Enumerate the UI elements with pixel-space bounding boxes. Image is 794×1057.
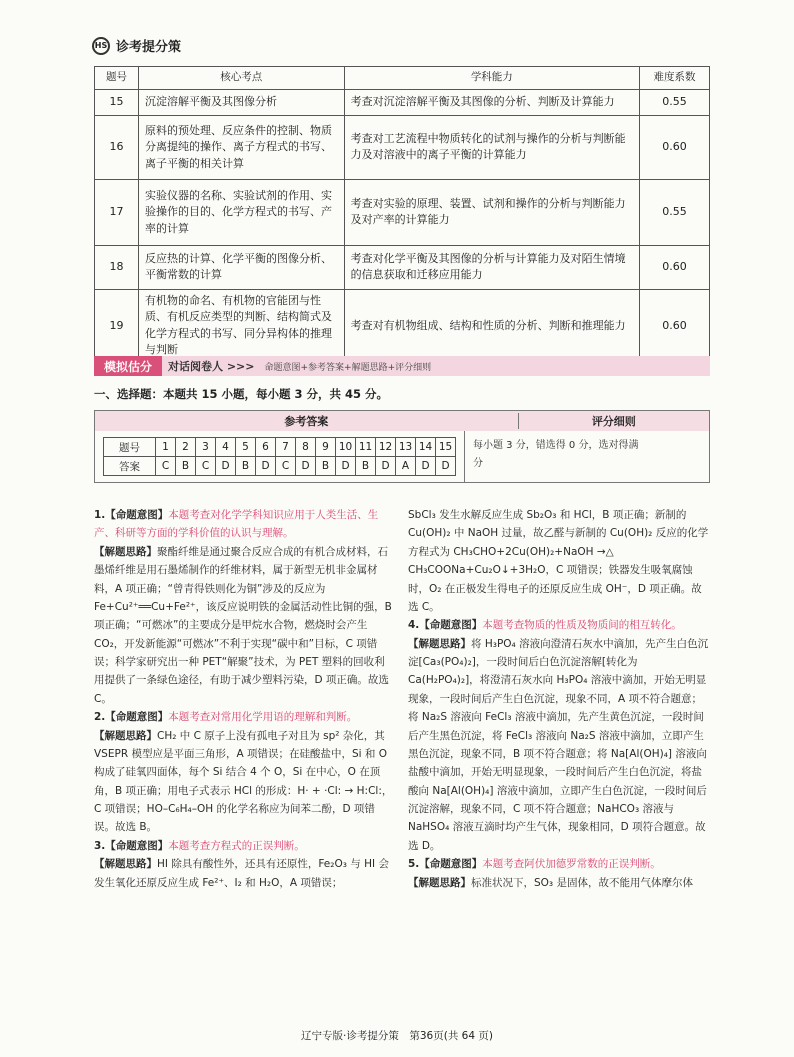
answer-key-box bbox=[94, 410, 710, 483]
explanation-paragraph bbox=[94, 543, 394, 708]
section-banner bbox=[94, 356, 710, 376]
explanation-paragraph bbox=[94, 727, 394, 837]
intent-text: 本题考查对常用化学用语的理解和判断。 bbox=[168, 711, 358, 724]
answer-key: B bbox=[316, 457, 336, 476]
answer-grid bbox=[103, 437, 456, 476]
row-label-no: 题号 bbox=[104, 438, 156, 457]
question-number: 10 bbox=[336, 438, 356, 457]
intent-label: 【命题意图】 bbox=[419, 858, 483, 871]
intent-label: 【命题意图】 bbox=[419, 619, 483, 632]
explanation-paragraph bbox=[94, 708, 394, 726]
answer-key: B bbox=[356, 457, 376, 476]
section-heading: 一、选择题：本题共 15 小题，每小题 3 分，共 45 分。 bbox=[94, 387, 389, 401]
banner-subtitle: 命题意图+参考答案+解题思路+评分细则 bbox=[261, 356, 711, 376]
question-number: 6 bbox=[256, 438, 276, 457]
left-column bbox=[94, 506, 394, 892]
brand-logo-icon: HS bbox=[92, 37, 110, 55]
question-number: 7 bbox=[276, 438, 296, 457]
solution-label: 【解题思路】 bbox=[94, 858, 157, 871]
table-header-no: 题号 bbox=[95, 67, 139, 90]
answer-key: B bbox=[176, 457, 196, 476]
question-number: 4 bbox=[216, 438, 236, 457]
explanation-paragraph bbox=[408, 635, 710, 856]
row-ability: 考查对化学平衡及其图像的分析与计算能力及对陌生情境的信息获取和迁移应用能力 bbox=[344, 245, 639, 289]
question-number: 5. bbox=[408, 858, 420, 871]
answer-key: A bbox=[396, 457, 416, 476]
solution-label: 【解题思路】 bbox=[408, 637, 471, 650]
row-difficulty: 0.55 bbox=[640, 89, 710, 115]
answer-key: C bbox=[196, 457, 216, 476]
explanation-paragraph bbox=[94, 837, 394, 855]
intent-label: 【命题意图】 bbox=[105, 711, 169, 724]
solution-text: SbCl₃ 发生水解反应生成 Sb₂O₃ 和 HCl，B 项正确；新制的 Cu(OH)₂ 中 NaOH 过量，故乙醛与新制的 Cu(OH)₂ 反应的化学方程式为 CH₃CHO+2Cu(OH)₂+NaOH →△ CH₃COONa+Cu₂O↓+3H₂O，C 项错误；铁器发生吸氧腐蚀时，O₂ 在正极发生得电子的还原反应生成 OH⁻，D 项正确。故选 C。 bbox=[408, 509, 709, 613]
answer-key: D bbox=[296, 457, 316, 476]
intent-label: 【命题意图】 bbox=[105, 839, 169, 852]
solution-text: 聚酯纤维是通过聚合反应合成的有机合成材料，石墨烯纤维是用石墨烯制作的纤维材料，属于新型无机非金属材料，A 项正确；“曾青得铁则化为铜”涉及的反应为 Fe+Cu²⁺══Cu+Fe²⁺，该反应说明铁的金属活动性比铜的强，B 项正确；“可燃冰”的主要成分是甲烷水合物，燃烧时会产生 CO₂，开发新能源“可燃冰”不利于实现“碳中和”目标，C 项错误；科学家研究出一种 PET“解聚”技术，为 PET 塑料的回收利用提供了一条绿色途径，有助于减少塑料污染，D 项正确。故选 C。 bbox=[94, 545, 392, 705]
row-ability: 考查对有机物组成、结构和性质的分析、判断和推理能力 bbox=[344, 289, 639, 362]
explanation-paragraph bbox=[408, 506, 710, 616]
table-header-ability: 学科能力 bbox=[344, 67, 639, 90]
row-point: 实验仪器的名称、实验试剂的作用、实验操作的目的、化学方程式的书写、产率的计算 bbox=[138, 179, 344, 245]
question-number: 11 bbox=[356, 438, 376, 457]
row-point: 有机物的命名、有机物的官能团与性质、有机反应类型的判断、结构简式及化学方程式的书写、同分异构体的推理与判断 bbox=[138, 289, 344, 362]
answer-key: D bbox=[416, 457, 436, 476]
solution-label: 【解题思路】 bbox=[94, 545, 157, 558]
question-number: 1. bbox=[94, 509, 106, 521]
row-ability: 考查对沉淀溶解平衡及其图像的分析、判断及计算能力 bbox=[344, 89, 639, 115]
question-number: 8 bbox=[296, 438, 316, 457]
answer-key-header bbox=[95, 411, 709, 431]
explanation-paragraph bbox=[408, 616, 710, 634]
solution-text: 标准状况下，SO₃ 是固体，故不能用气体摩尔体 bbox=[471, 876, 693, 889]
intent-text: 本题考查阿伏加德罗常数的正误判断。 bbox=[482, 858, 661, 871]
row-no: 19 bbox=[95, 289, 139, 362]
question-number: 3. bbox=[94, 839, 106, 852]
row-point: 原料的预处理、反应条件的控制、物质分离提纯的操作、离子方程式的书写、离子平衡的相关计算 bbox=[138, 115, 344, 179]
page-footer: 辽宁专版·诊考提分策 第36页(共 64 页) bbox=[301, 1030, 493, 1042]
table-row bbox=[95, 289, 710, 362]
question-number: 15 bbox=[436, 438, 456, 457]
answer-key: D bbox=[436, 457, 456, 476]
intent-text: 本题考查对化学学科知识应用于人类生活、生产、科研等方面的学科价值的认识与理解。 bbox=[94, 509, 379, 540]
answer-key: D bbox=[376, 457, 396, 476]
question-number: 1 bbox=[156, 438, 176, 457]
question-number: 9 bbox=[316, 438, 336, 457]
row-no: 17 bbox=[95, 179, 139, 245]
row-ability: 考查对实验的原理、装置、试剂和操作的分析与判断能力及对产率的计算能力 bbox=[344, 179, 639, 245]
row-no: 18 bbox=[95, 245, 139, 289]
table-header-difficulty: 难度系数 bbox=[640, 67, 710, 90]
row-point: 沉淀溶解平衡及其图像分析 bbox=[138, 89, 344, 115]
banner-label: 模拟估分 bbox=[94, 356, 162, 376]
intent-text: 本题考查物质的性质及物质间的相互转化。 bbox=[482, 619, 682, 632]
exam-analysis-table bbox=[94, 66, 710, 363]
banner-title: 对话阅卷人 >>> bbox=[162, 356, 260, 376]
answer-key: C bbox=[276, 457, 296, 476]
solution-text: 将 H₃PO₄ 溶液向澄清石灰水中滴加，先产生白色沉淀[Ca₃(PO₄)₂]，一段时间后白色沉淀溶解[转化为 Ca(H₂PO₄)₂]，将澄清石灰水向 H₃PO₄ 溶液中滴加，开始无明显现象，一段时间后产生白色沉淀，现象不同，A 项不符合题意；将 Na₂S 溶液向 FeCl₃ 溶液中滴加，先产生黄色沉淀，一段时间后产生黑色沉淀，将 FeCl₃ 溶液向 Na₂S 溶液中滴加，立即产生黑色沉淀，现象不同，B 项不符合题意；将 Na[Al(OH)₄] 溶液向盐酸中滴加，开始无明显现象，一段时间后产生白色沉淀，将盐酸向 Na[Al(OH)₄] 溶液中滴加，立即产生白色沉淀，一段时间后沉淀溶解，现象不同，C 项不符合题意；NaHCO₃ 溶液与 NaHSO₄ 溶液互滴时均产生气体，现象相同，D 项符合题意。故选 D。 bbox=[408, 637, 709, 852]
answer-key-title: 参考答案 bbox=[284, 415, 329, 428]
right-column bbox=[408, 506, 710, 892]
row-difficulty: 0.60 bbox=[640, 245, 710, 289]
answer-key: D bbox=[216, 457, 236, 476]
question-number: 12 bbox=[376, 438, 396, 457]
question-number: 5 bbox=[236, 438, 256, 457]
table-row bbox=[95, 89, 710, 115]
row-no: 16 bbox=[95, 115, 139, 179]
row-difficulty: 0.60 bbox=[640, 115, 710, 179]
explanation-paragraph bbox=[94, 506, 394, 543]
intent-text: 本题考查方程式的正误判断。 bbox=[168, 839, 305, 852]
question-number: 14 bbox=[416, 438, 436, 457]
intent-label: 【命题意图】 bbox=[105, 509, 169, 521]
explanation-paragraph bbox=[408, 874, 710, 892]
table-row bbox=[95, 245, 710, 289]
solution-label: 【解题思路】 bbox=[94, 729, 157, 742]
answer-key: B bbox=[236, 457, 256, 476]
scoring-rule: 每小题 3 分，错选得 0 分，选对得满分 bbox=[464, 431, 656, 482]
answer-key: C bbox=[156, 457, 176, 476]
row-label-answer: 答案 bbox=[104, 457, 156, 476]
scoring-title: 评分细则 bbox=[518, 413, 709, 429]
question-number: 13 bbox=[396, 438, 416, 457]
answer-key: D bbox=[336, 457, 356, 476]
explanation-paragraph bbox=[408, 855, 710, 873]
row-difficulty: 0.60 bbox=[640, 289, 710, 362]
row-no: 15 bbox=[95, 89, 139, 115]
table-row bbox=[95, 179, 710, 245]
question-number: 3 bbox=[196, 438, 216, 457]
answer-key: D bbox=[256, 457, 276, 476]
solution-text: HI 除具有酸性外，还具有还原性，Fe₂O₃ 与 HI 会发生氧化还原反应生成 Fe²⁺、I₂ 和 H₂O，A 项错误； bbox=[94, 858, 389, 889]
page-header bbox=[92, 36, 181, 55]
table-row bbox=[95, 115, 710, 179]
solution-label: 【解题思路】 bbox=[408, 876, 471, 889]
question-number: 2. bbox=[94, 711, 106, 724]
table-header-point: 核心考点 bbox=[138, 67, 344, 90]
question-number: 4. bbox=[408, 619, 420, 632]
solution-text: CH₂ 中 C 原子上没有孤电子对且为 sp² 杂化，其 VSEPR 模型应是平面三角形，A 项错误；在硅酸盐中，Si 和 O 构成了硅氧四面体，每个 Si 结合 4 个 O，Si 在中心，O 在顶角，B 项正确；用电子式表示 HCl 的形成：H· + ·Cl: → H:Cl:，C 项错误；HO–C₆H₄–OH 的化学名称应为间苯二酚，D 项错误。故选 B。 bbox=[94, 729, 393, 834]
row-point: 反应热的计算、化学平衡的图像分析、平衡常数的计算 bbox=[138, 245, 344, 289]
header-title: 诊考提分策 bbox=[116, 40, 182, 55]
question-number: 2 bbox=[176, 438, 196, 457]
row-difficulty: 0.55 bbox=[640, 179, 710, 245]
row-ability: 考查对工艺流程中物质转化的试剂与操作的分析与判断能力及对溶液中的离子平衡的计算能力 bbox=[344, 115, 639, 179]
explanation-paragraph bbox=[94, 855, 394, 892]
